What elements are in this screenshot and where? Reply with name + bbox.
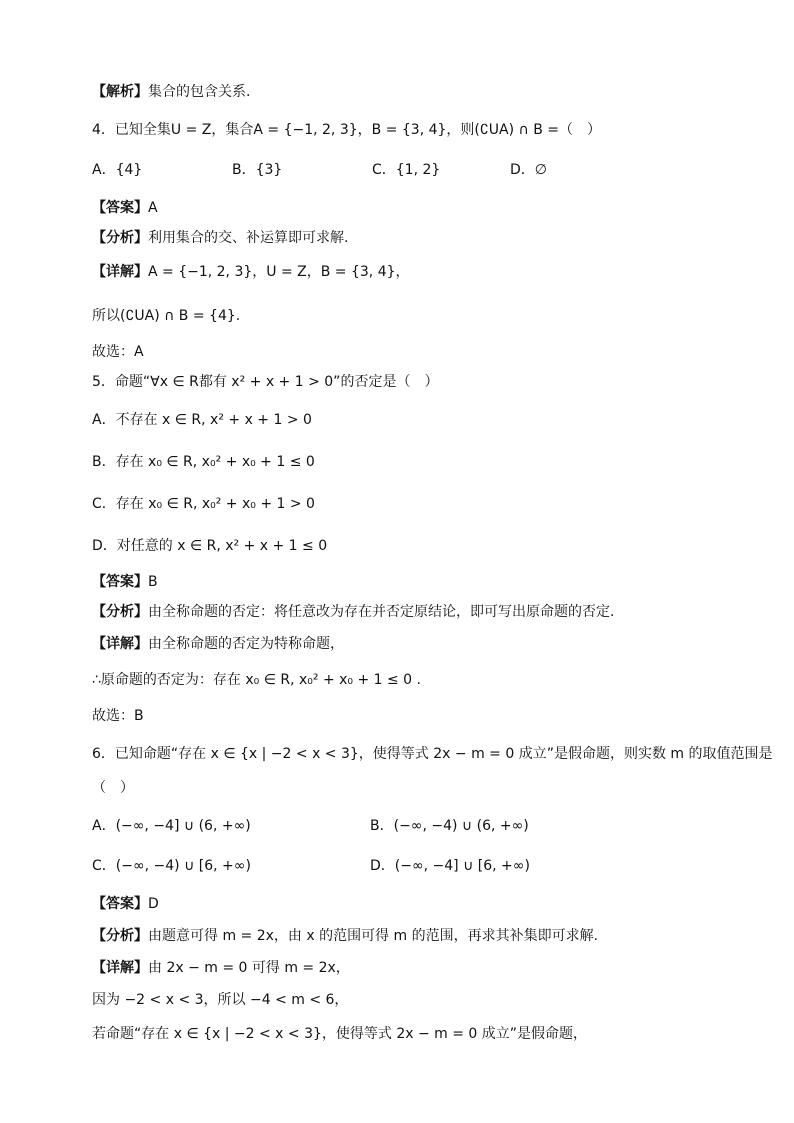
detail-tag: 【详解】	[92, 636, 148, 652]
q5-option-a: A．不存在 x ∈ R, x² + x + 1 > 0	[92, 412, 312, 428]
detail-text: 由 2x − m = 0 可得 m = 2x，	[148, 960, 350, 976]
answer-value: D	[148, 896, 159, 912]
question-6-stem: 6．已知命题“存在 x ∈ {x | −2 < x < 3}，使得等式 2x − m = 0 成立”是假命题，则实数 m 的取值范围是	[92, 746, 773, 762]
analysis-line-prev	[92, 82, 250, 102]
detail-tag: 【详解】	[92, 960, 148, 976]
q4-selection: 故选：A	[92, 344, 144, 360]
analysis-tag: 【分析】	[92, 230, 148, 246]
q6-answer	[92, 894, 159, 914]
analysis-text: 利用集合的交、补运算即可求解.	[148, 230, 349, 246]
q5-option-c: C．存在 x₀ ∈ R, x₀² + x₀ + 1 > 0	[92, 496, 315, 512]
detail-text: A = {−1, 2, 3}，U = Z，B = {3, 4}，	[148, 264, 410, 280]
q5-option-d: D．对任意的 x ∈ R, x² + x + 1 ≤ 0	[92, 538, 328, 554]
q4-conclusion: 所以(∁UA) ∩ B = {4}.	[92, 308, 241, 324]
q4-answer	[92, 198, 158, 218]
analysis-tag: 【解析】	[92, 84, 148, 100]
q5-detail	[92, 634, 344, 654]
q6-if: 若命题“存在 x ∈ {x | −2 < x < 3}，使得等式 2x − m = 0 成立”是假命题，	[92, 1026, 588, 1042]
q4-option-c: C．{1, 2}	[372, 162, 441, 178]
question-4-stem: 4．已知全集U = Z，集合A = {−1, 2, 3}，B = {3, 4}，则(∁UA) ∩ B =（ ）	[92, 122, 602, 138]
q6-option-b: B．(−∞, −4) ∪ (6, +∞)	[370, 818, 529, 834]
q6-option-a: A．(−∞, −4] ∪ (6, +∞)	[92, 818, 251, 834]
answer-value: B	[148, 574, 158, 590]
q6-because: 因为 −2 < x < 3，所以 −4 < m < 6，	[92, 992, 349, 1008]
analysis-tag: 【分析】	[92, 928, 148, 944]
q4-analysis	[92, 228, 348, 248]
answer-tag: 【答案】	[92, 896, 148, 912]
q5-answer	[92, 572, 158, 592]
q5-selection: 故选：B	[92, 708, 144, 724]
q4-detail	[92, 262, 410, 282]
detail-text: 由全称命题的否定为特称命题，	[148, 636, 344, 652]
q5-analysis	[92, 602, 614, 622]
q4-option-d: D．∅	[510, 162, 547, 178]
answer-tag: 【答案】	[92, 574, 148, 590]
detail-tag: 【详解】	[92, 264, 148, 280]
analysis-text: 集合的包含关系.	[148, 84, 251, 100]
q4-option-b: B．{3}	[232, 162, 283, 178]
q6-detail	[92, 958, 350, 978]
q6-analysis	[92, 926, 598, 946]
q5-conclusion: ∴原命题的否定为：存在 x₀ ∈ R, x₀² + x₀ + 1 ≤ 0 .	[92, 672, 421, 688]
question-6-bracket: （ ）	[92, 780, 134, 796]
q6-option-c: C．(−∞, −4) ∪ [6, +∞)	[92, 858, 251, 874]
q4-option-a: A．{4}	[92, 162, 143, 178]
answer-value: A	[148, 200, 158, 216]
analysis-text: 由全称命题的否定：将任意改为存在并否定原结论，即可写出原命题的否定.	[148, 604, 615, 620]
question-5-stem: 5．命题“∀x ∈ R都有 x² + x + 1 > 0”的否定是（ ）	[92, 374, 439, 390]
analysis-tag: 【分析】	[92, 604, 148, 620]
answer-tag: 【答案】	[92, 200, 148, 216]
analysis-text: 由题意可得 m = 2x，由 x 的范围可得 m 的范围，再求其补集即可求解.	[148, 928, 599, 944]
q6-option-d: D．(−∞, −4] ∪ [6, +∞)	[370, 858, 530, 874]
q5-option-b: B．存在 x₀ ∈ R, x₀² + x₀ + 1 ≤ 0	[92, 454, 315, 470]
